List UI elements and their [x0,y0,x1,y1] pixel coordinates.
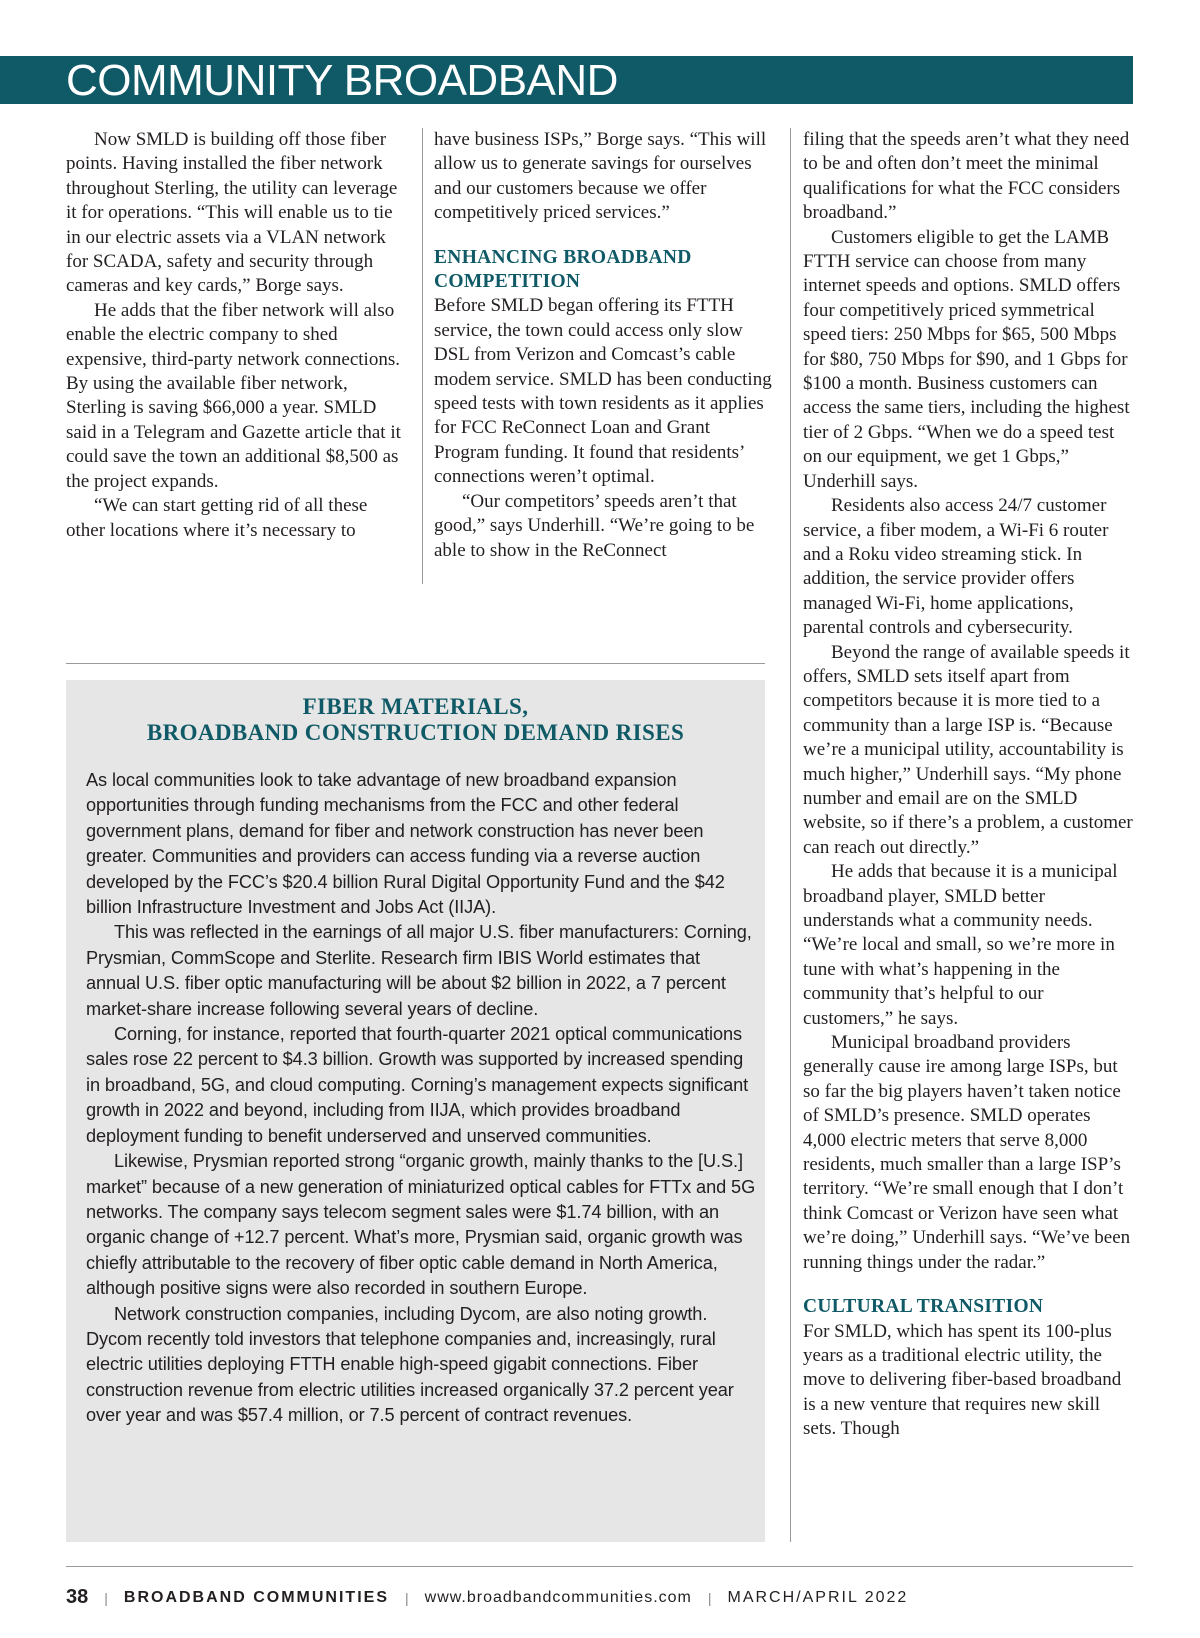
article-paragraph: He adds that the fiber network will also enable the electric company to shed expensive, third-party network connections. By using the available fiber network, Sterling is saving $66,000 a year. SMLD said in a Telegram and Gazette article that it could save the town an additional $8,500 as the project expands. [66,299,401,492]
article-paragraph: filing that the speeds aren’t what they need to be and often don’t meet the minimal qualifications for what the FCC considers broadband.” [803,129,1130,224]
sidebar-top-rule [66,663,765,664]
article-paragraph: Beyond the range of available speeds it offers, SMLD sets itself apart from competitors because it is more tied to a community than a large ISP is. “Because we’re a municipal utility, accountability is much higher,” Underhill says. “My phone number and email are on the SMLD website, so if there’s a problem, a customer can reach out directly.” [803,641,1133,858]
article-paragraph: Residents also access 24/7 customer service, a fiber modem, a Wi-Fi 6 router and a Roku video streaming stick. In addition, the service provider offers managed Wi-Fi, home applications, parental controls and cybersecurity. [803,495,1109,639]
sidebar-paragraph: Likewise, Prysmian reported strong “organic growth, mainly thanks to the [U.S.] market” because of a new generation of miniaturized optical cables for FTTx and 5G networks. The company says telecom segment sales were $1.74 billion, with an organic change of +12.7 percent. What’s more, Prysmian said, organic growth was chiefly attributable to the recovery of fiber optic cable demand in North America, although positive signs were also recorded in southern Europe. [86,1151,756,1299]
column-divider [422,128,423,584]
article-paragraph: “We can start getting rid of all these other locations where it’s necessary to [66,495,368,541]
magazine-name: BROADBAND COMMUNITIES [123,1588,389,1606]
article-paragraph: have business ISPs,” Borge says. “This will allow us to generate savings for ourselves and our customers because we offer competitively priced services.” [434,129,767,224]
page-footer [66,1586,908,1609]
article-column-1 [66,128,410,543]
subheading-cultural-transition: CULTURAL TRANSITION [803,1296,1044,1318]
section-title: COMMUNITY BROADBAND [66,56,618,105]
section-header-bar [0,56,1133,104]
page-number: 38 [66,1586,89,1608]
sidebar-title-line: BROADBAND CONSTRUCTION DEMAND RISES [146,720,685,745]
footer-separator: | [405,1589,409,1606]
footer-separator: | [707,1589,712,1606]
sidebar-title [66,694,765,746]
sidebar-box [66,680,765,1542]
article-column-3 [803,128,1137,1442]
footer-separator: | [104,1589,108,1606]
article-paragraph: Now SMLD is building off those fiber points. Having installed the fiber network throughout Sterling, the utility can leverage it for operations. “This will enable us to tie in our electric assets via a VLAN network for SCADA, safety and security through cameras and key cards,” Borge says. [66,129,398,297]
website-url[interactable]: www.broadbandcommunities.com [424,1588,692,1606]
article-paragraph: For SMLD, which has spent its 100-plus years as a traditional electric utility, the move to delivering fiber-based broadband is a new venture that requires new skill sets. Though [803,1320,1122,1440]
sidebar-paragraph: As local communities look to take advantage of new broadband expansion opportunities through funding mechanisms from the FCC and other federal government plans, demand for fiber and network construction has never been greater. Communities and providers can access funding via a reverse auction developed by the FCC’s $20.4 billion Rural Digital Opportunity Fund and the $42 billion Infrastructure Investment and Jobs Act (IIJA). [86,770,725,918]
article-column-2 [434,128,778,563]
issue-date: MARCH/APRIL 2022 [727,1588,909,1606]
article-paragraph: Customers eligible to get the LAMB FTTH service can choose from many internet speeds and options. SMLD offers four competitively priced symmetrical speed tiers: 250 Mbps for $65, 500 Mbps for $80, 750 Mbps for $90, and 1 Gbps for $100 a month. Business customers can access the same tiers, including the highest tier of 2 Gbps. “When we do a speed test on our equipment, we get 1 Gbps,” Underhill says. [803,226,1130,492]
article-paragraph: Before SMLD began offering its FTTH service, the town could access only slow DSL from Verizon and Comcast’s cable modem service. SMLD has been conducting speed tests with town residents as it applies for FCC ReConnect Loan and Grant Program funding. It found that residents’ connections weren’t optimal. [434,295,772,488]
sidebar-title-line: FIBER MATERIALS, [302,694,529,719]
article-paragraph: Municipal broadband providers generally cause ire among large ISPs, but so far the big players haven’t taken notice of SMLD’s presence. SMLD operates 4,000 electric meters that serve 8,000 residents, much smaller than a large ISP’s territory. “We’re small enough that I don’t think Comcast or Verizon have seen what we’re doing,” Underhill says. “We’ve been running things under the radar.” [803,1032,1131,1273]
subheading-enhancing-competition: ENHANCING BROADBAND COMPETITION [434,246,692,293]
footer-rule [66,1566,1133,1567]
sidebar-paragraph: Corning, for instance, reported that fourth-quarter 2021 optical communications sales rose 22 percent to $4.3 billion. Growth was supported by increased spending in broadband, 5G, and cloud computing. Corning’s management expects significant growth in 2022 and beyond, including from IIJA, which provides broadband deployment funding to benefit underserved and unserved communities. [86,1024,749,1146]
article-paragraph: “Our competitors’ speeds aren’t that good,” says Underhill. “We’re going to be able to show in the ReConnect [434,490,755,561]
sidebar-paragraph: Network construction companies, including Dycom, are also noting growth. Dycom recently told investors that telephone companies and, increasingly, rural electric utilities deploying FTTH enable high-speed gigabit connections. Fiber construction revenue from electric utilities increased organically 37.2 percent year over year and was $57.4 million, or 7.5 percent of contract revenues. [86,1303,734,1426]
sidebar-paragraph: This was reflected in the earnings of all major U.S. fiber manufacturers: Corning, Prysmian, CommScope and Sterlite. Research firm IBIS World estimates that annual U.S. fiber optic manufacturing will be about $2 billion in 2022, a 7 percent market-share increase following several years of decline. [86,922,752,1019]
sidebar-body [86,768,756,1429]
article-paragraph: He adds that because it is a municipal broadband player, SMLD better understands what a community needs. “We’re local and small, so we’re more in tune with what’s happening in the community that’s helpful to our customers,” he says. [803,861,1118,1029]
column-divider [790,128,791,1542]
